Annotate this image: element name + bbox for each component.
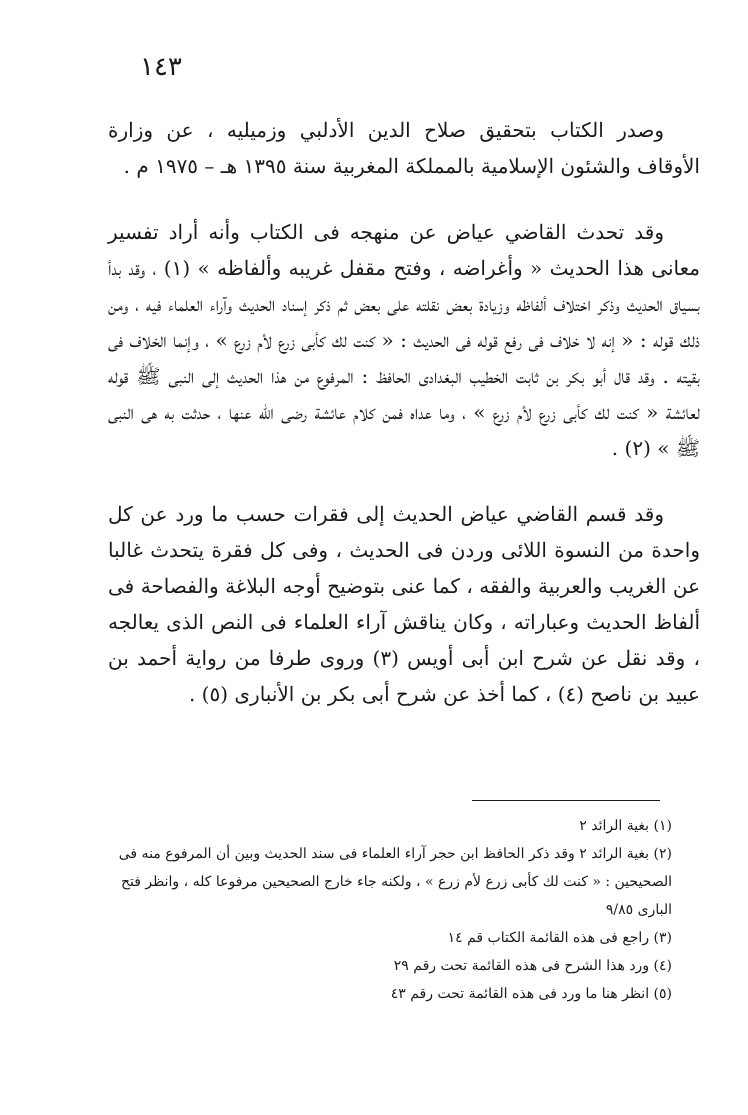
footnote-1: (١) بغية الرائد ٢ [579,818,672,834]
footnote-3: (٣) راجع فى هذه القائمة الكتاب قم ١٤ [447,930,672,946]
paragraph-method: وقد تحدث القاضي عياض عن منهجه فى الكتاب وأنه أراد تفسير معانى هذا الحديث « وأغراضه ، وفتح مقفل غريبه وألفاظه » (١) ، وقد بدأ بسياق الحديث وذكر اختلاف ألفاظه وزيادة بعض نقلته على بعض ثم ذكر إسناد الحديث وآراء العلماء فيه ، ومن ذلك قوله : « إنه لا خلاف فى رفع قوله فى الحديث : « كنت لك كأبى زرع لأم زرع » ، وإنما الخلاف فى بقيته . وقد قال أبو بكر بن ثابت الخطيب البغدادى الحافظ : المرفوع من هذا الحديث إلى النبى ﷺ قوله لعائشة « كنت لك كأبى زرع لأم زرع » ، وما عداه فمن كلام عائشة رضى الله عنها ، حدثت به هى النبى ﷺ » (٢) . [108,220,700,460]
footnote-5: (٥) انظر هنا ما ورد فى هذه القائمة تحت رقم ٤٣ [390,986,672,1002]
page-number: ١٤٣ [140,52,182,82]
footnote-2: (٢) بغية الرائد ٢ وقد ذكر الحافظ ابن حجر آراء العلماء فى سند الحديث وبين أن المرفوع منه فى الصحيحين : « كنت لك كأبى زرع لأم زرع » ، ولكنه جاء خارج الصحيحين مرفوعا كله ، وانظر فتح البارى ٩/٨٥ [118,846,672,918]
footnote-divider [472,800,660,801]
footnote-4: (٤) ورد هذا الشرح فى هذه القائمة تحت رقم ٢٩ [393,958,672,974]
footnotes [108,812,700,1008]
paragraph-structure: وقد قسم القاضي عياض الحديث إلى فقرات حسب ما ورد عن كل واحدة من النسوة اللائى وردن فى الحديث ، وفى كل فقرة يتحدث غالبا عن الغريب والعربية والفقه ، كما عنى بتوضيح أوجه البلاغة والفصاحة فى ألفاظ الحديث وعباراته ، وكان يناقش آراء العلماء فى النص الذى يعالجه ، وقد نقل عن شرح ابن أبى أويس (٣) وروى طرفا من رواية أحمد بن عبيد بن ناصح (٤) ، كما أخذ عن شرح أبى بكر بن الأنبارى (٥) . [108,502,701,706]
paragraph-publication: وصدر الكتاب بتحقيق صلاح الدين الأدلبي وزميليه ، عن وزارة الأوقاف والشئون الإسلامية بالمملكة المغربية سنة ١٣٩٥ هـ – ١٩٧٥ م . [108,118,700,178]
main-text [108,112,700,742]
